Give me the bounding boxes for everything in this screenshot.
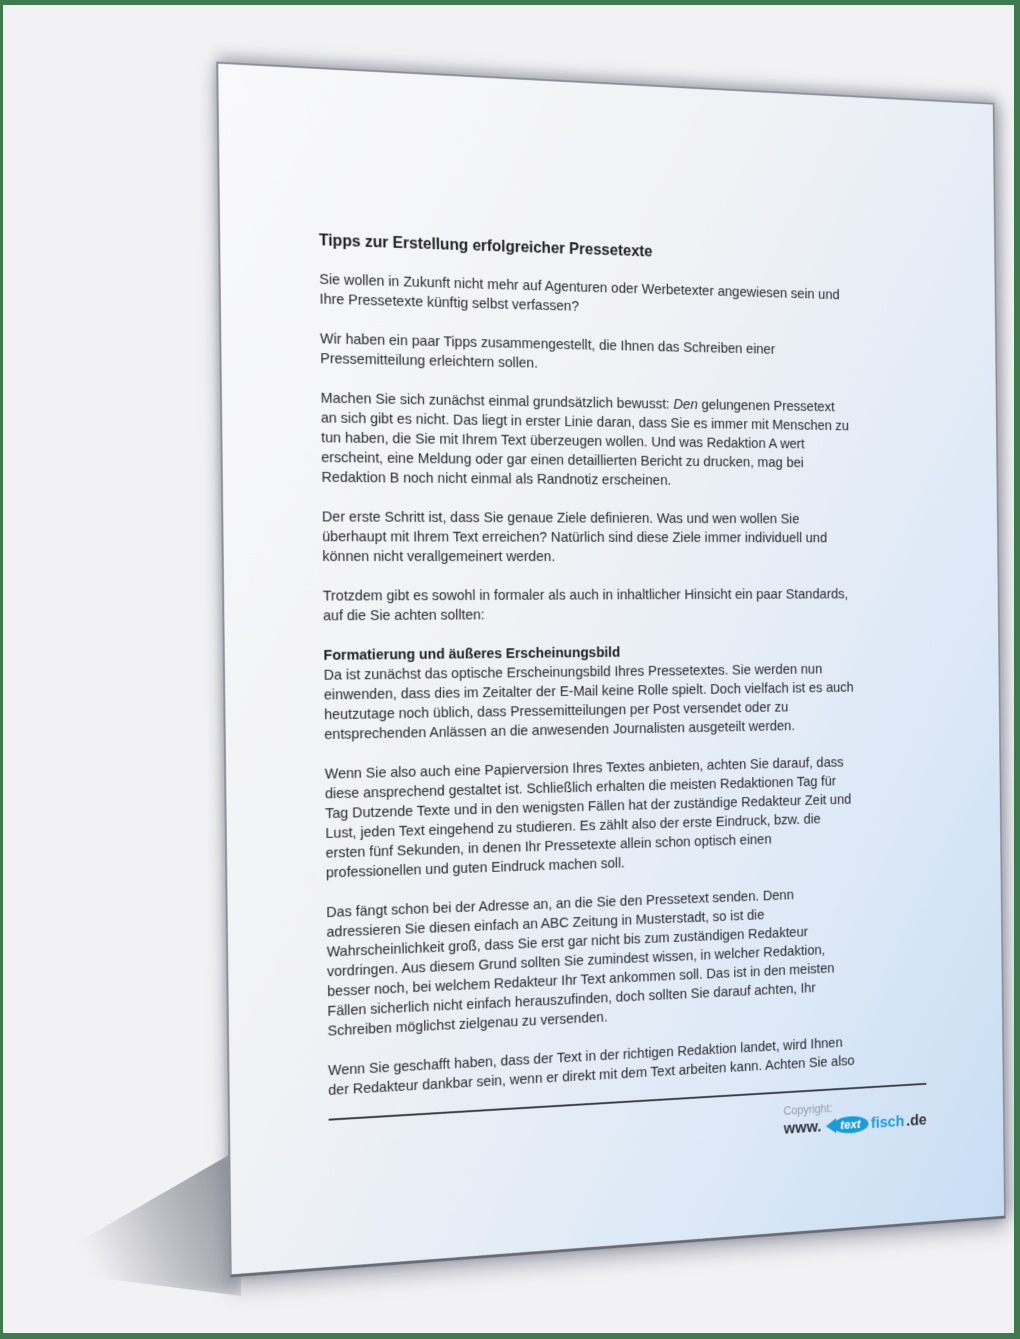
paragraph-standards: Trotzdem gibt es sowohl in formaler als auch in inhaltlicher Hinsicht ein paar Standards, auf die Sie achten sollten: bbox=[322, 586, 849, 625]
fish-body-label: text bbox=[832, 1115, 868, 1135]
section-heading-formatierung: Formatierung und äußeres Erscheinungsbild bbox=[323, 644, 621, 664]
paragraph-erscheinungsbild: Da ist zunächst das optische Erscheinungsbild Ihres Pressetextes. Sie werden nun einwenden, dass dies im Zeitalter der E-Mail keine Rolle spielt. Doch vielfach ist es auch heutzutage noch üblich, dass Pressemitteilungen per Post versendet oder zu entsprechenden Anlässen an die anwesenden Journalisten ausgeteilt werden. bbox=[323, 661, 854, 744]
paragraph-bewusst-post: gelungenen Pressetext an sich gibt es nicht. Das liegt in erster Linie daran, dass Sie es immer mit Menschen zu tun haben, die Sie mit Ihrem Text überzeugen wollen. Und was Redaktion A wert erscheint, eine Meldung oder gar einen detaillierten Bericht zu drucken, mag bei Redaktion B noch nicht einmal als Randnotiz erscheinen. bbox=[320, 396, 850, 489]
logo-fisch-text: fisch bbox=[870, 1112, 905, 1132]
document-page bbox=[216, 62, 1005, 1278]
paragraph-papierversion: Wenn Sie also auch eine Papierversion Ihres Textes anbieten, achten Sie darauf, dass diese ansprechend gestaltet ist. Schließlich erhalten die meisten Redaktionen Tag für Tag Dutzende Texte und in den wenigsten Fällen hat der zuständige Redakteur Zeit und Lust, jeden Text eingehend zu studieren. Es zählt also der erste Eindruck, bzw. die ersten fünf Sekunden, in denen Ihr Pressetexte allein schon optisch einen professionellen und guten Eindruck machen soll. bbox=[324, 754, 852, 882]
paragraph-richtige-redaktion: Wenn Sie geschafft haben, dass der Text in der richtigen Redaktion landet, wird Ihnen der Redakteur dankbar sein, wenn er direkt mit dem Text arbeiten kann. Achten Sie also bbox=[327, 1034, 855, 1099]
logo-tld-text: .de bbox=[905, 1110, 927, 1130]
paragraph-intro-2: Wir haben ein paar Tipps zusammengestellt, die Ihnen das Schreiben einer Pressemitteilung erleichtern sollen. bbox=[319, 330, 776, 372]
paragraph-adresse: Das fängt schon bei der Adresse an, an die Sie den Pressetext senden. Denn adressieren Sie diesen einfach an ABC Zeitung in Musterstadt, so ist die Wahrscheinlichkeit groß, dass Sie erst gar nicht bis zum zuständigen Redakteur vordringen. Aus diesem Grund sollten Sie zumindest wissen, in welcher Redaktion, besser noch, bei welchem Redakteur Ihr Text ankommen soll. Das ist in den meisten Fällen sicherlich nicht einfach herauszufinden, doch sollten Sie darauf achten, Ihr Schreiben möglichst zielgenau zu versenden. bbox=[326, 886, 835, 1040]
paragraph-intro-1: Sie wollen in Zukunft nicht mehr auf Agenturen oder Werbetexter angewiesen sein und Ihre Pressetexte künftig selbst verfassen? bbox=[319, 270, 840, 315]
fish-icon bbox=[826, 1115, 869, 1135]
paragraph-bewusst bbox=[321, 389, 921, 493]
paragraph-bewusst-pre: Machen Sie sich zunächst einmal grundsätzlich bewusst: bbox=[320, 389, 674, 413]
document-title: Tipps zur Erstellung erfolgreicher Pressetexte bbox=[318, 231, 653, 261]
copyright-label: Copyright: bbox=[783, 1101, 833, 1118]
page-cast-shadow bbox=[31, 1148, 241, 1296]
paragraph-ziele: Der erste Schritt ist, dass Sie genaue Ziele definieren. Was und wen wollen Sie überhaupt mit Ihrem Text erreichen? Natürlich sind diese Ziele immer individuell und können nicht verallgemeinert werden. bbox=[321, 508, 828, 565]
paragraph-bewusst-italic-word: Den bbox=[673, 396, 698, 413]
logo-www-text: www. bbox=[783, 1117, 822, 1138]
